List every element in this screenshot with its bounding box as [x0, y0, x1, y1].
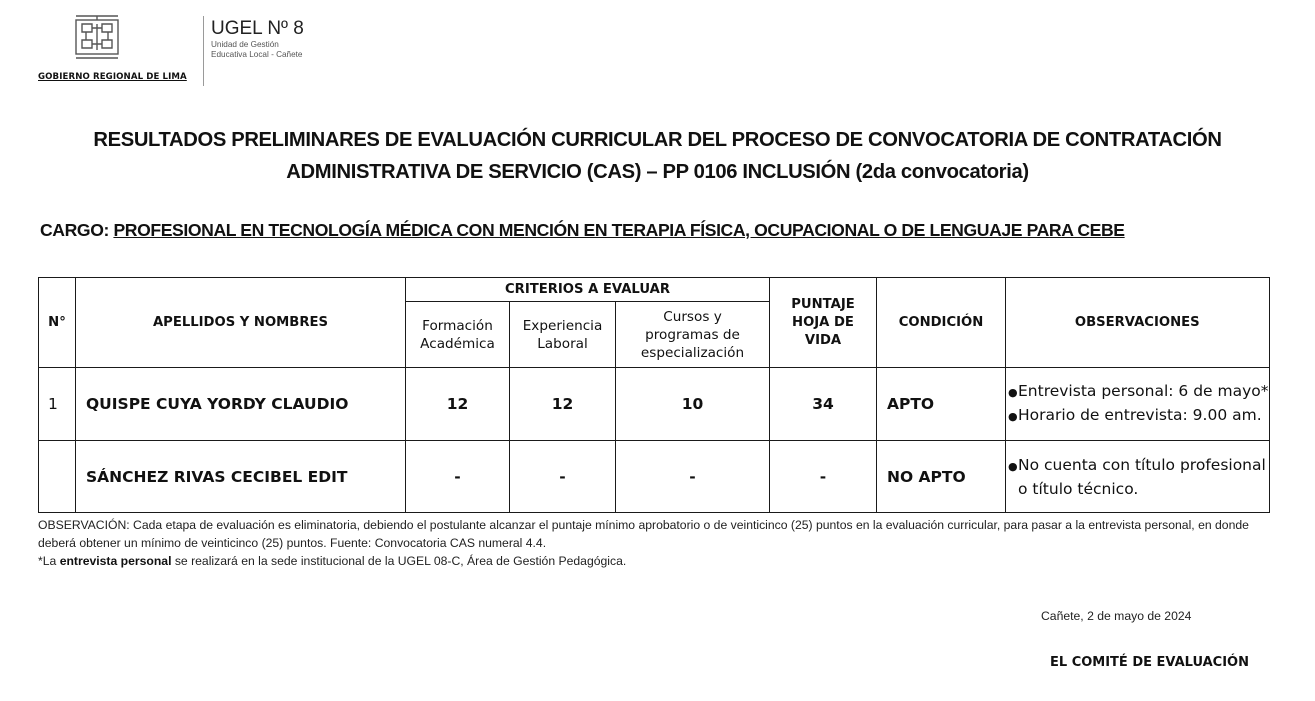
header-observaciones: OBSERVACIONES [1006, 278, 1270, 368]
header-puntaje: PUNTAJE HOJA DE VIDA [770, 278, 877, 368]
header-row-1 [39, 278, 1270, 302]
row-formacion: 12 [406, 368, 510, 441]
row-experiencia: - [510, 441, 616, 513]
place-date: Cañete, 2 de mayo de 2024 [1041, 609, 1192, 623]
ugel-branding [211, 18, 304, 60]
row-cursos: 10 [616, 368, 770, 441]
results-table [38, 277, 1270, 513]
row-name: QUISPE CUYA YORDY CLAUDIO [76, 368, 406, 441]
observation-paragraph: OBSERVACIÓN: Cada etapa de evaluación es eliminatoria, debiendo el postulante alcanzar el puntaje mínimo aprobatorio o de veinticinco (25) puntos en la evaluación curricular, para pasar a la entrevista personal, en donde deberá obtener un mínimo de veinticinco (25) puntos. Fuente: Convocatoria CAS numeral 4.4. [38, 518, 1249, 550]
observation-item [1008, 404, 1269, 428]
cargo-value: PROFESIONAL EN TECNOLOGÍA MÉDICA CON MENCIÓN EN TERAPIA FÍSICA, OCUPACIONAL O DE LENGUAJE PARA CEBE [113, 220, 1125, 240]
header-criteria: CRITERIOS A EVALUAR [406, 278, 770, 302]
header-condicion: CONDICIÓN [877, 278, 1006, 368]
title-line-1: RESULTADOS PRELIMINARES DE EVALUACIÓN CURRICULAR DEL PROCESO DE CONVOCATORIA DE CONTRATACIÓN [93, 129, 1222, 151]
header-name: APELLIDOS Y NOMBRES [76, 278, 406, 368]
row-num: 1 [39, 368, 76, 441]
ugel-title: UGEL Nº 8 [211, 18, 304, 39]
row-condicion: NO APTO [877, 441, 1006, 513]
row-observaciones [1006, 368, 1270, 441]
observation-text: Horario de entrevista: 9.00 am. [1018, 406, 1262, 424]
header-cursos: Cursos y programas de especialización [616, 302, 770, 368]
header-formacion: Formación Académica [406, 302, 510, 368]
table-row [39, 368, 1270, 441]
cargo-heading [40, 220, 1290, 241]
bullet-icon: ● [1008, 410, 1018, 423]
ugel-subtitle-line1: Unidad de Gestión [211, 40, 279, 49]
row-num [39, 441, 76, 513]
footnote-prefix: *La [38, 554, 60, 568]
observation-item [1008, 380, 1269, 404]
row-condicion: APTO [877, 368, 1006, 441]
observation-continuation: o título técnico. [1018, 479, 1139, 498]
observation-note [38, 516, 1278, 570]
row-name: SÁNCHEZ RIVAS CECIBEL EDIT [76, 441, 406, 513]
row-cursos: - [616, 441, 770, 513]
header-num: N° [39, 278, 76, 368]
row-experiencia: 12 [510, 368, 616, 441]
row-formacion: - [406, 441, 510, 513]
footnote-bold: entrevista personal [59, 554, 172, 568]
observation-item [1008, 454, 1269, 478]
table-row [39, 441, 1270, 513]
committee-signature: EL COMITÉ DE EVALUACIÓN [1050, 655, 1249, 670]
row-puntaje: - [770, 441, 877, 513]
observation-text: No cuenta con título profesional [1018, 455, 1266, 474]
header-divider [203, 16, 204, 86]
bullet-icon: ● [1008, 386, 1018, 399]
footnote-rest: se realizará en la sede institucional de la UGEL 08-C, Área de Gestión Pedagógica. [171, 554, 627, 568]
header-experiencia: Experiencia Laboral [510, 302, 616, 368]
logo-caption: GOBIERNO REGIONAL DE LIMA [38, 72, 187, 82]
title-line-2: ADMINISTRATIVA DE SERVICIO (CAS) – PP 0106 INCLUSIÓN (2da convocatoria) [286, 161, 1029, 183]
footnote [38, 552, 1278, 570]
page-title [40, 124, 1275, 188]
bullet-icon: ● [1008, 459, 1018, 473]
observation-text: Entrevista personal: 6 de mayo* [1018, 382, 1269, 400]
row-observaciones [1006, 441, 1270, 513]
cargo-label: CARGO: [40, 220, 114, 240]
ugel-subtitle-line2: Educativa Local - Cañete [211, 50, 303, 59]
gobierno-regional-logo [38, 14, 187, 86]
regional-emblem-icon [72, 14, 122, 60]
row-puntaje: 34 [770, 368, 877, 441]
